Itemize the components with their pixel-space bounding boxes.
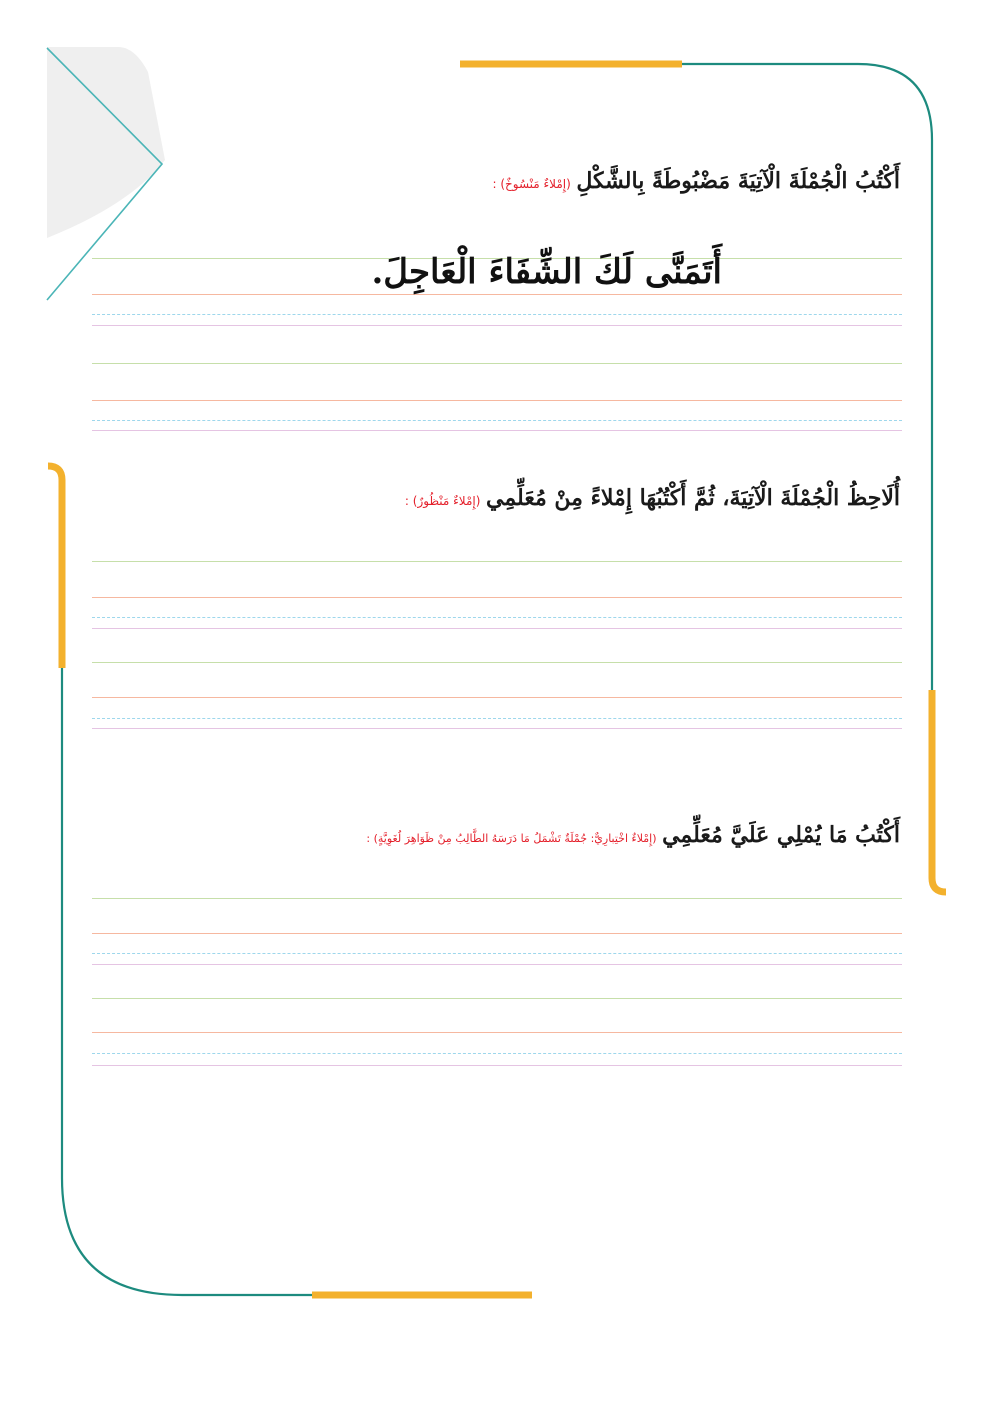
- guide-line-purple: [92, 628, 902, 629]
- guide-line-blue-dashed: [92, 420, 902, 421]
- section3-instruction: أَكْتُبُ مَا يُمْلِي عَلَيَّ مُعَلِّمِي: [662, 822, 900, 848]
- section1-example-sentence: أَتَمَنَّى لَكَ الشِّفَاءَ الْعَاجِلَ.: [371, 252, 722, 292]
- guide-line-salmon: [92, 400, 902, 401]
- guide-line-blue-dashed: [92, 718, 902, 719]
- section1-instruction-line: [492, 168, 900, 194]
- guide-line-salmon: [92, 697, 902, 698]
- guide-line-purple: [92, 964, 902, 965]
- guide-line-purple: [92, 1065, 902, 1066]
- guide-line-green: [92, 662, 902, 663]
- corner-fold-shape: [47, 47, 165, 238]
- guide-line-salmon: [92, 294, 902, 295]
- section2-instruction: أُلَاحِظُ الْجُمْلَةَ الْآتِيَةَ، ثُمَّ أَكْتُبُهَا إِمْلاءً مِنْ مُعَلِّمِي: [486, 485, 900, 511]
- section1-note: (إِمْلاءٌ مَنْسُوخٌ) :: [492, 177, 571, 191]
- guide-line-blue-dashed: [92, 314, 902, 315]
- guide-line-green: [92, 898, 902, 899]
- section3-writing-lines: [92, 898, 902, 1078]
- section3-instruction-line: [366, 822, 900, 848]
- guide-line-salmon: [92, 1032, 902, 1033]
- guide-line-blue-dashed: [92, 1053, 902, 1054]
- guide-line-purple: [92, 728, 902, 729]
- section2-writing-lines: [92, 561, 902, 741]
- guide-line-green: [92, 363, 902, 364]
- guide-line-blue-dashed: [92, 617, 902, 618]
- section1-instruction: أَكْتُبُ الْجُمْلَةَ الْآتِيَةَ مَضْبُوطَةً بِالشَّكْلِ: [576, 168, 900, 194]
- guide-line-green: [92, 561, 902, 562]
- guide-line-salmon: [92, 597, 902, 598]
- guide-line-green: [92, 998, 902, 999]
- left-orange-segment: [48, 466, 62, 668]
- guide-line-salmon: [92, 933, 902, 934]
- right-orange-segment: [932, 690, 946, 892]
- guide-line-purple: [92, 430, 902, 431]
- guide-line-purple: [92, 325, 902, 326]
- section2-note: (إِمْلاءٌ مَنْظُورٌ) :: [404, 494, 481, 508]
- guide-line-blue-dashed: [92, 953, 902, 954]
- section3-note: (إِمْلاءٌ اخْتِبارِيٌّ: جُمْلَةٌ تَشْمَلُ مَا دَرَسَهُ الطَّالِبُ مِنْ ظَوَاهِرَ لُغَوِيَّةٍ) :: [366, 832, 657, 845]
- section2-instruction-line: [405, 485, 900, 511]
